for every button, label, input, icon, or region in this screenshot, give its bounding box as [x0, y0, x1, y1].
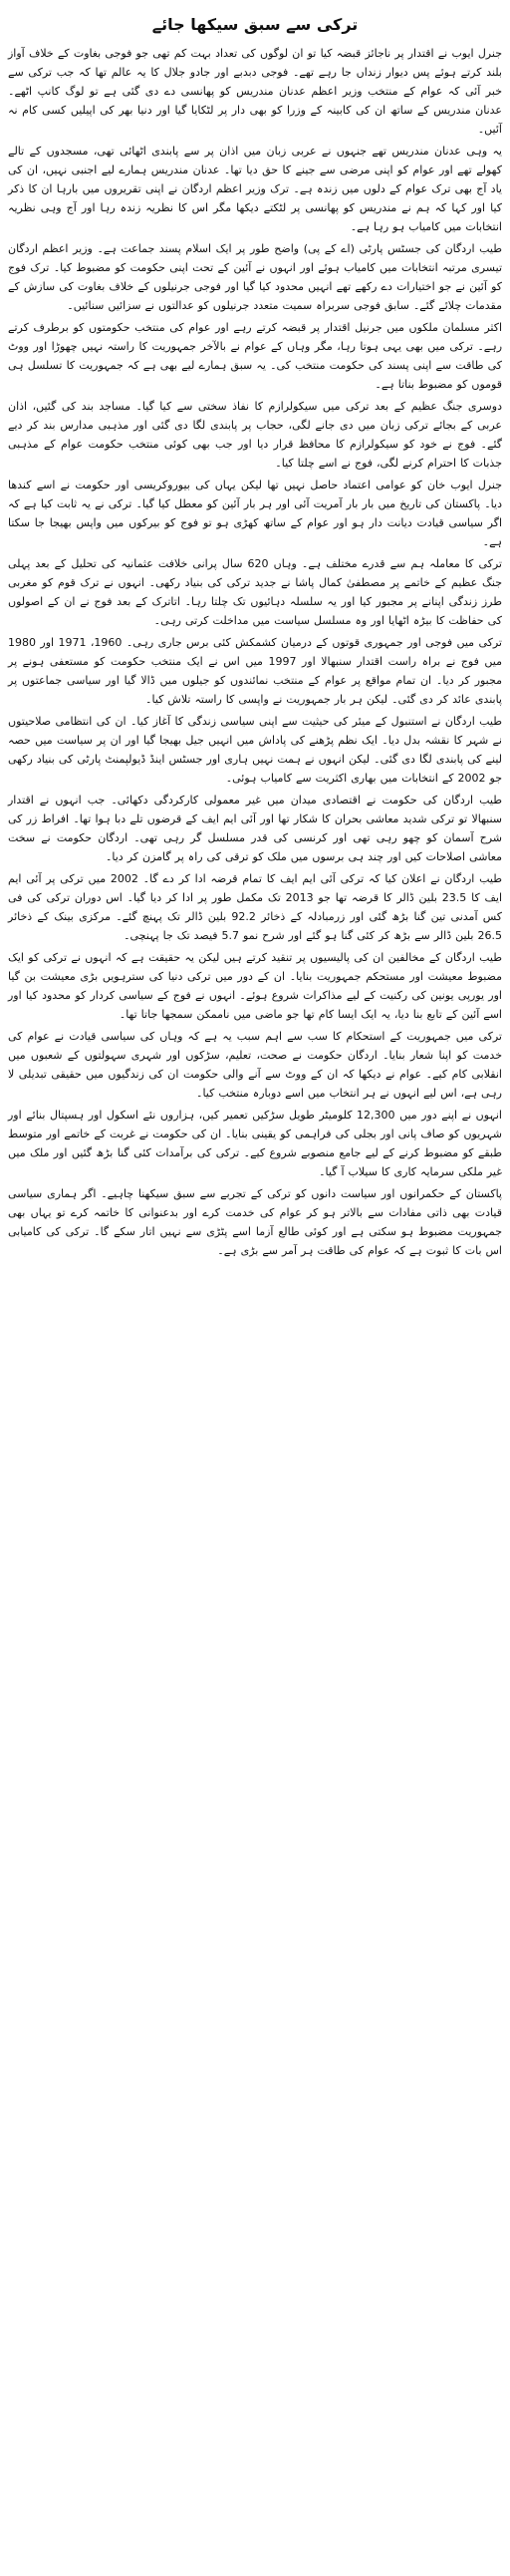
paragraph: دوسری جنگ عظیم کے بعد ترکی میں سیکولرازم کا نفاذ سختی سے کیا گیا۔ مساجد بند کی گئیں، اذان عربی کے بجائے ترکی زبان میں دی جانے لگی، حجاب پر پابندی لگا دی گئی اور مذہبی مدارس بند کر دیے گئے۔ فوج نے خود کو سیکولرازم کا محافظ قرار دیا اور جب بھی کوئی منتخب حکومت عوام کے مذہبی جذبات کا احترام کرنے لگی، فوج نے اسے چلتا کیا۔	[8, 400, 502, 470]
paragraph: ترکی میں جمہوریت کے استحکام کا سب سے اہم سبب یہ ہے کہ وہاں کی سیاسی قیادت نے عوام کی خدمت کو اپنا شعار بنایا۔ اردگان حکومت نے صحت، تعلیم، سڑکوں اور شہری سہولتوں کے شعبوں میں انقلابی کام کیے۔ عوام نے دیکھا کہ ان کے ووٹ سے آنے والی حکومت ان کی زندگیوں میں حقیقی تبدیلی لا رہی ہے، اس لیے انہوں نے ہر انتخاب میں اسے دوبارہ منتخب کیا۔	[8, 1030, 502, 1100]
paragraph: اکثر مسلمان ملکوں میں جرنیل اقتدار پر قبضہ کرتے رہے اور عوام کی منتخب حکومتوں کو برطرف کرتے رہے۔ ترکی میں بھی یہی ہوتا رہا، مگر وہاں کے عوام نے بالآخر جمہوریت کا راستہ نہیں چھوڑا اور ووٹ کی طاقت سے اپنی پسند کی حکومت منتخب کی۔ یہ سبق ہمارے لیے بھی ہے کہ جمہوریت کا تسلسل ہی قوموں کو مضبوط بناتا ہے۔	[8, 321, 502, 391]
paragraph: جنرل ایوب خان کو عوامی اعتماد حاصل نہیں تھا لیکن یہاں کی بیوروکریسی اور حکومت نے اسے کندھا دیا۔ پاکستان کی تاریخ میں بار بار آمریت آئی اور ہر بار آئین کو معطل کیا گیا۔ ترکی نے یہ ثابت کیا ہے کہ اگر سیاسی قیادت دیانت دار ہو اور عوام کے ساتھ کھڑی ہو تو فوج کو بیرکوں میں واپس بھیجا جا سکتا ہے۔	[8, 479, 502, 548]
article-body	[8, 44, 502, 1260]
paragraph: ترکی میں فوجی اور جمہوری قوتوں کے درمیان کشمکش کئی برس جاری رہی۔ 1960، 1971 اور 1980 میں فوج نے براہ راست اقتدار سنبھالا اور 1997 میں اس نے ایک منتخب حکومت کو مستعفی ہونے پر مجبور کر دیا۔ ان تمام مواقع پر عوام کے منتخب نمائندوں کو جیلوں میں ڈالا گیا اور سیاسی جماعتوں پر پابندی عائد کر دی گئی۔ لیکن ہر بار جمہوریت نے واپسی کا راستہ تلاش کیا۔	[8, 636, 502, 706]
paragraph: انہوں نے اپنے دور میں 12,300 کلومیٹر طویل سڑکیں تعمیر کیں، ہزاروں نئے اسکول اور ہسپتال بنائے اور شہریوں کو صاف پانی اور بجلی کی فراہمی کو یقینی بنایا۔ ان کی حکومت نے غربت کے خاتمے اور متوسط طبقے کو مضبوط کرنے کے لیے جامع منصوبے شروع کیے۔ ترکی کی برآمدات کئی گنا بڑھ گئیں اور ملک میں غیر ملکی سرمایہ کاری کا سیلاب آ گیا۔	[8, 1109, 502, 1178]
paragraph: طیب اردگان نے استنبول کے میئر کی حیثیت سے اپنی سیاسی زندگی کا آغاز کیا۔ ان کی انتظامی صلاحیتوں نے شہر کا نقشہ بدل دیا۔ ایک نظم پڑھنے کی پاداش میں انہیں جیل بھیجا گیا اور ان پر سیاست میں حصہ لینے کی پابندی لگا دی گئی۔ لیکن انہوں نے ہمت نہیں ہاری اور جسٹس اینڈ ڈیولپمنٹ پارٹی کی بنیاد رکھی جو 2002 کے انتخابات میں بھاری اکثریت سے کامیاب ہوئی۔	[8, 715, 502, 785]
paragraph: جنرل ایوب نے اقتدار پر ناجائز قبضہ کیا تو ان لوگوں کی تعداد بہت کم تھی جو فوجی بغاوت کے خلاف آواز بلند کرتے ہوئے پس دیوار زنداں جا رہے تھے۔ فوجی دبدبے اور جادو جلال کا یہ عالم تھا کہ جب ترکی سے خبر آئی کہ عوام کے منتخب وزیر اعظم عدنان مندریس کو پھانسی دے دی گئی ہے تو لوگ کانپ اٹھے۔ عدنان مندریس کے ساتھ ان کی کابینہ کے وزرا کو بھی دار پر لٹکایا گیا اور دنیا بھر کی اپیلیں کسی کام نہ آئیں۔	[8, 47, 502, 136]
paragraph: طیب اردگان کی جسٹس پارٹی (اے کے پی) واضح طور پر ایک اسلام پسند جماعت ہے۔ وزیر اعظم اردگان تیسری مرتبہ انتخابات میں کامیاب ہوئے اور انہوں نے آئین کے تحت اپنی حکومت کو مضبوط کیا۔ ترک فوج کو آئین نے جو اختیارات دے رکھے تھے انہیں محدود کیا گیا اور فوجی جرنیلوں کے خلاف بغاوت کی سازش کے مقدمات چلائے گئے۔ سابق فوجی سربراہ سمیت متعدد جرنیلوں کو عدالتوں نے سزائیں سنائیں۔	[8, 242, 502, 312]
paragraph: یہ وہی عدنان مندریس تھے جنہوں نے عربی زبان میں اذان پر سے پابندی اٹھائی تھی، مسجدوں کے تالے کھولے تھے اور عوام کو اپنی مرضی سے جینے کا حق دیا تھا۔ عدنان مندریس ہمارے لیے اجنبی نہیں، ان کی یاد آج بھی ترک عوام کے دلوں میں زندہ ہے۔ ترک وزیر اعظم اردگان نے اپنی تقریروں میں بارہا ان کا ذکر کیا اور کہا کہ ہم نے مندریس کو پھانسی پر لٹکتے دیکھا مگر اس کا نظریہ زندہ رہا اور آج وہی نظریہ انتخابات میں کامیاب ہو رہا ہے۔	[8, 145, 502, 233]
paragraph: طیب اردگان کی حکومت نے اقتصادی میدان میں غیر معمولی کارکردگی دکھائی۔ جب انہوں نے اقتدار سنبھالا تو ترکی شدید معاشی بحران کا شکار تھا اور آئی ایم ایف کے قرضوں تلے دبا ہوا تھا۔ افراط زر کی شرح آسمان کو چھو رہی تھی اور کرنسی کی قدر مسلسل گر رہی تھی۔ اردگان حکومت نے سخت معاشی اصلاحات کیں اور چند ہی برسوں میں ملک کو ترقی کی راہ پر گامزن کر دیا۔	[8, 794, 502, 863]
paragraph: طیب اردگان کے مخالفین ان کی پالیسیوں پر تنقید کرتے ہیں لیکن یہ حقیقت ہے کہ انہوں نے ترکی کو ایک مضبوط معیشت اور مستحکم جمہوریت بنایا۔ ان کے دور میں ترکی دنیا کی سترہویں بڑی معیشت بن گیا اور یورپی یونین کی رکنیت کے لیے مذاکرات شروع ہوئے۔ انہوں نے فوج کے سیاسی کردار کو محدود کیا اور اسے آئین کے تابع بنا دیا، یہ ایک ایسا کام تھا جو ماضی میں ناممکن سمجھا جاتا تھا۔	[8, 951, 502, 1021]
paragraph: پاکستان کے حکمرانوں اور سیاست دانوں کو ترکی کے تجربے سے سبق سیکھنا چاہیے۔ اگر ہماری سیاسی قیادت بھی ذاتی مفادات سے بالاتر ہو کر عوام کی خدمت کرے اور بدعنوانی کا خاتمہ کرے تو یہاں بھی جمہوریت مضبوط ہو سکتی ہے اور کوئی طالع آزما اسے پٹڑی سے نہیں اتار سکے گا۔ ترکی کی کامیابی اس بات کا ثبوت ہے کہ عوام کی طاقت ہر آمر سے بڑی ہے۔	[8, 1187, 502, 1257]
paragraph: ترکی کا معاملہ ہم سے قدرے مختلف ہے۔ وہاں 620 سال پرانی خلافت عثمانیہ کی تحلیل کے بعد پہلی جنگ عظیم کے خاتمے پر مصطفیٰ کمال پاشا نے جدید ترکی کی بنیاد رکھی۔ انہوں نے ترک قوم کو مغربی طرز زندگی اپنانے پر مجبور کیا اور یہ سلسلہ دہائیوں تک چلتا رہا۔ اتاترک کے بعد فوج نے ان کے اصولوں کی حفاظت کا بیڑہ اٹھایا اور وہ مسلسل سیاست میں مداخلت کرتی رہی۔	[8, 557, 502, 627]
paragraph: طیب اردگان نے اعلان کیا کہ ترکی آئی ایم ایف کا تمام قرضہ ادا کر دے گا۔ 2002 میں ترکی پر آئی ایم ایف کا 23.5 بلین ڈالر کا قرضہ تھا جو 2013 تک مکمل طور پر ادا کر دیا گیا۔ اس دوران ترکی کی فی کس آمدنی تین گنا بڑھ گئی اور زرمبادلہ کے ذخائر 92.2 بلین ڈالر تک پہنچ گئے۔ مرکزی بینک کے ذخائر 26.5 بلین ڈالر سے بڑھ کر کئی گنا ہو گئے اور شرح نمو 5.7 فیصد تک جا پہنچی۔	[8, 872, 503, 942]
article-title: ترکی سے سبق سیکھا جائے	[151, 15, 359, 34]
